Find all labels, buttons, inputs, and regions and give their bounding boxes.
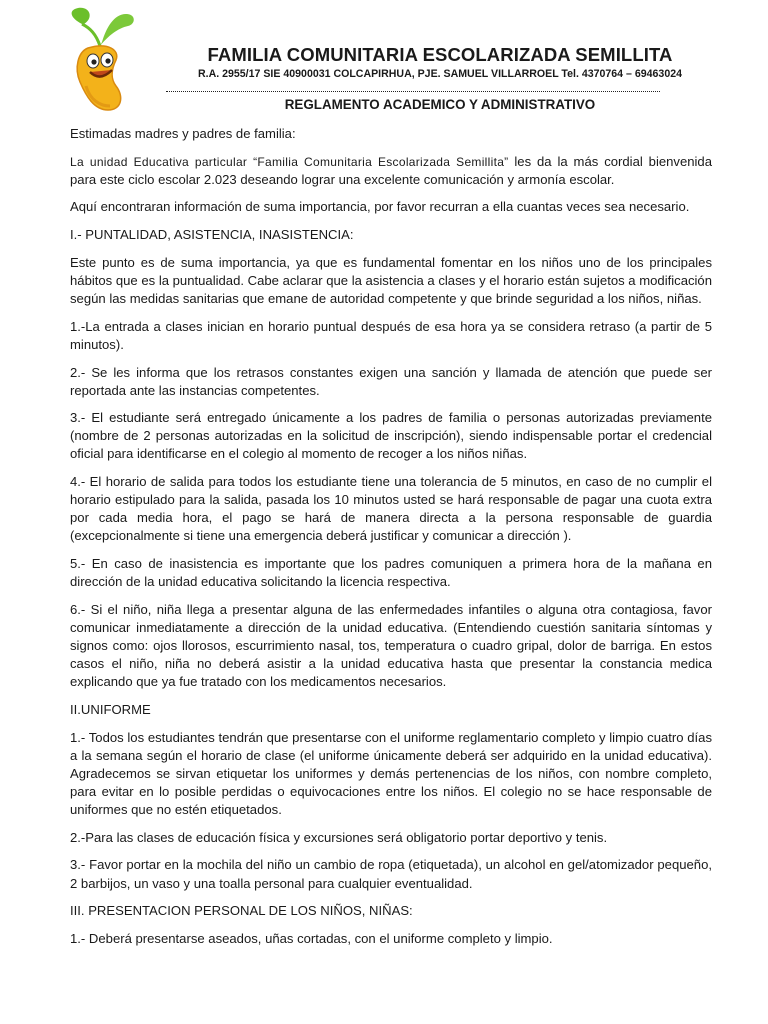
school-name: FAMILIA COMUNITARIA ESCOLARIZADA SEMILLITA: [207, 44, 673, 65]
section-1-item: 4.- El horario de salida para todos los estudiante tiene una tolerancia de 5 minutos, en caso de no cumplir el horario estipulado para la salida, pasada los 10 minutos usted se hará responsable de pagar una cuota extra por cada media hora, el pago se hará de manera directa a la persona responsable de guardia (excepcionalmente si tiene una emergencia deberá justificar y comunicar a dirección ).: [70, 474, 712, 544]
section-3-heading: III. PRESENTACION PERSONAL DE LOS NIÑOS, NIÑAS:: [70, 903, 413, 919]
section-1-item: 1.-La entrada a clases inician en horario puntual después de esa hora ya se considera retraso (a partir de 5 minutos).: [70, 318, 712, 352]
section-1-item: 5.- En caso de inasistencia es importante que los padres comuniquen a primera hora de la mañana en dirección de la unidad educativa solicitando la licencia respectiva.: [70, 556, 712, 590]
intro-paragraph: [70, 153, 712, 189]
header-divider: [166, 91, 660, 92]
section-2-item: 2.-Para las clases de educación física y excursiones será obligatorio portar deportivo y tenis.: [70, 829, 608, 845]
section-2-heading: II.UNIFORME: [70, 701, 151, 717]
document-title: REGLAMENTO ACADEMICO Y ADMINISTRATIVO: [284, 97, 596, 112]
document-body: [70, 125, 712, 958]
greeting: Estimadas madres y padres de familia:: [70, 126, 296, 141]
section-1-item: 2.- Se les informa que los retrasos constantes exigen una sanción y llamada de atención que puede ser reportada ante las instancias competentes.: [70, 364, 712, 398]
section-3-item: 1.- Deberá presentarse aseados, uñas cortadas, con el uniforme completo y limpio.: [70, 930, 553, 946]
school-logo: [60, 6, 144, 114]
section-1-intro: Este punto es de suma importancia, ya que es fundamental fomentar en los niños uno de los principales hábitos que es la puntualidad. Cabe aclarar que la asistencia a clases y el horario están sujetos a modificación según las medidas sanitarias que emane de autoridad competente y que brinde seguridad a los niños, niñas.: [70, 254, 712, 307]
section-1-heading: I.- PUNTALIDAD, ASISTENCIA, INASISTENCIA:: [70, 227, 354, 243]
school-contact-info: R.A. 2955/17 SIE 40900031 COLCAPIRHUA, PJE. SAMUEL VILLARROEL Tel. 4370764 – 69463024: [197, 68, 682, 80]
section-1-item: 3.- El estudiante será entregado únicamente a los padres de familia o personas autorizadas previamente (nombre de 2 personas autorizadas en la solicitud de inscripción), siendo indispensable portar el credencial oficial para identificarse en el colegio al momento de recoger a los niños niñas.: [70, 410, 712, 462]
intro-rest: les da la más cordial bienvenida para este ciclo escolar 2.023 deseando lograr una excelente comunicación y armonía escolar.: [70, 153, 712, 187]
info-paragraph: Aquí encontraran información de suma importancia, por favor recurran a ella cuantas veces sea necesario.: [70, 199, 690, 215]
letterhead: [150, 44, 730, 81]
section-2-item: 3.- Favor portar en la mochila del niño un cambio de ropa (etiquetada), un alcohol en gel/atomizador pequeño, 2 barbijos, un vaso y una toalla personal para cualquier eventualidad.: [70, 857, 712, 891]
intro-quote: La unidad Educativa particular “Familia Comunitaria Escolarizada Semillita”: [70, 154, 509, 169]
section-2-item: 1.- Todos los estudiantes tendrán que presentarse con el uniforme reglamentario completo y limpio cuatro días a la semana según el horario de clase (el uniforme únicamente deberá ser adquirido en la unidad educativa). Agradecemos se sirvan etiquetar los uniformes y demás pertenencias de los niños, con nombre completo, para evitar en lo posible perdidas o equivocaciones entre los niños. El colegio no se hace responsable de uniformes que no estén etiquetados.: [70, 729, 712, 818]
section-1-item: 6.- Si el niño, niña llega a presentar alguna de las enfermedades infantiles o alguna otra contagiosa, favor comunicar inmediatamente a dirección de la unidad educativa. (Entendiendo cuestión sanitaria síntomas y signos como: ojos llorosos, escurrimiento nasal, tos, temperatura o cuadro gripal, dolor de barriga. En estos casos el niño, niña no deberá asistir a la unidad educativa hasta que presentar la constancia medica explicando que ya fue tratado con los medicamentos necesarios.: [70, 601, 712, 690]
